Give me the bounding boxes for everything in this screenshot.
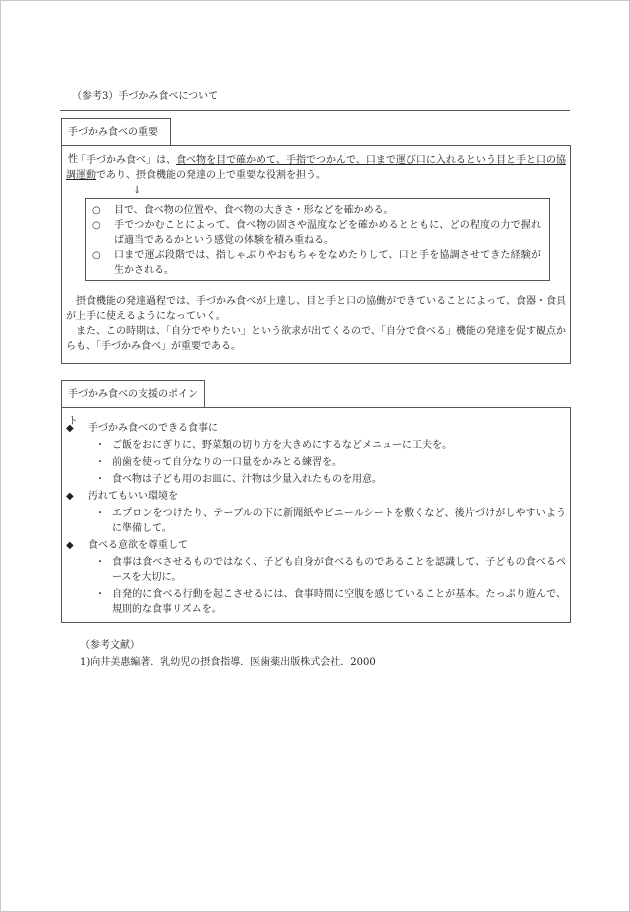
group-heading-text: 手づかみ食べのできる食事に [88,423,218,434]
section-support-tab: 手づかみ食べの支援のポイント [61,380,205,408]
section-importance-tab: 手づかみ食べの重要性 [61,118,171,146]
importance-para-2: また、この時期は、「自分でやりたい」という欲求が出てくるので、「自分で食べる」機能の発達を促す観点からも、「手づかみ食べ」が重要である。 [66,326,566,352]
dot-bullet-icon: ・ [95,440,105,451]
dot-bullet-icon: ・ [95,474,105,485]
point-text: 口まで運ぶ段階では、指しゃぶりやおもちゃをなめたりして、口と手を協調させてきた経験が生かされる。 [114,250,541,276]
title-divider [60,110,570,111]
importance-intro [66,153,566,183]
support-item [88,555,566,585]
document-title: （参考3）手づかみ食べについて [72,91,219,102]
support-item-text: 食事は食べさせるものではなく、子ども自身が食べるものであることを認識して、子どもの食べるペースを大切に。 [112,557,566,583]
support-item-text: 食べ物は子ども用のお皿に、汁物は少量入れたものを用意。 [112,474,382,485]
intro-pre: 「手づかみ食べ」は、 [76,155,177,166]
circle-icon: ○ [92,250,101,261]
importance-para-1: 摂食機能の発達過程では、手づかみ食べが上達し、目と手と口の協働ができていることによって、食器・食具が上手に使えるようになっていく。 [66,296,566,322]
point-text: 手でつかむことによって、食べ物の固さや温度などを確かめるとともに、どの程度の力で握れば適当であるかという感覚の体験を積み重ねる。 [114,220,541,246]
references-heading: （参考文献） [80,640,140,651]
point-item [92,218,541,248]
support-item [88,506,566,536]
support-item [88,455,566,470]
support-item [88,587,566,617]
support-item [88,438,566,453]
importance-points-box [85,198,550,281]
dot-bullet-icon: ・ [95,457,105,468]
point-item [92,248,541,278]
support-group [66,489,566,536]
point-item [92,203,541,218]
point-text: 目で、食べ物の位置や、食べ物の大きさ・形などを確かめる。 [114,205,394,216]
group-heading-text: 食べる意欲を尊重して [88,540,188,551]
support-item-text: ご飯をおにぎりに、野菜類の切り方を大きめにするなどメニューに工夫を。 [112,440,452,451]
support-item-text: 自発的に食べる行動を起こさせるには、食事時間に空腹を感じていることが基本。たっぷり遊んで、規則的な食事リズムを。 [112,589,566,615]
group-heading [66,489,566,504]
group-heading-text: 汚れてもいい環境を [88,491,178,502]
diamond-bullet-icon: ◆ [66,423,74,434]
support-points-list [66,421,566,619]
group-heading [66,421,566,436]
down-arrow-icon: ↓ [133,185,142,196]
diamond-bullet-icon: ◆ [66,491,74,502]
group-heading [66,538,566,553]
circle-icon: ○ [92,205,101,216]
intro-post: であり、摂食機能の発達の上で重要な役割を担う。 [96,170,326,181]
support-item-text: エプロンをつけたり、テーブルの下に新聞紙やビニールシートを敷くなど、後片づけがしやすいように準備して。 [112,508,566,534]
support-group [66,421,566,487]
reference-item: 1)向井美惠編著．乳幼児の摂食指導．医歯薬出版株式会社．2000 [80,657,376,668]
diamond-bullet-icon: ◆ [66,540,74,551]
dot-bullet-icon: ・ [95,557,105,568]
dot-bullet-icon: ・ [95,589,105,600]
dot-bullet-icon: ・ [95,508,105,519]
support-item-text: 前歯を使って自分なりの一口量をかみとる練習を。 [112,457,342,468]
circle-icon: ○ [92,220,101,231]
support-group [66,538,566,617]
support-item [88,472,566,487]
intro-underlined: 食べ物を目で確かめて、手指でつかんで、口まで運び口に入れるという目と手と口の協調運動 [66,155,567,181]
